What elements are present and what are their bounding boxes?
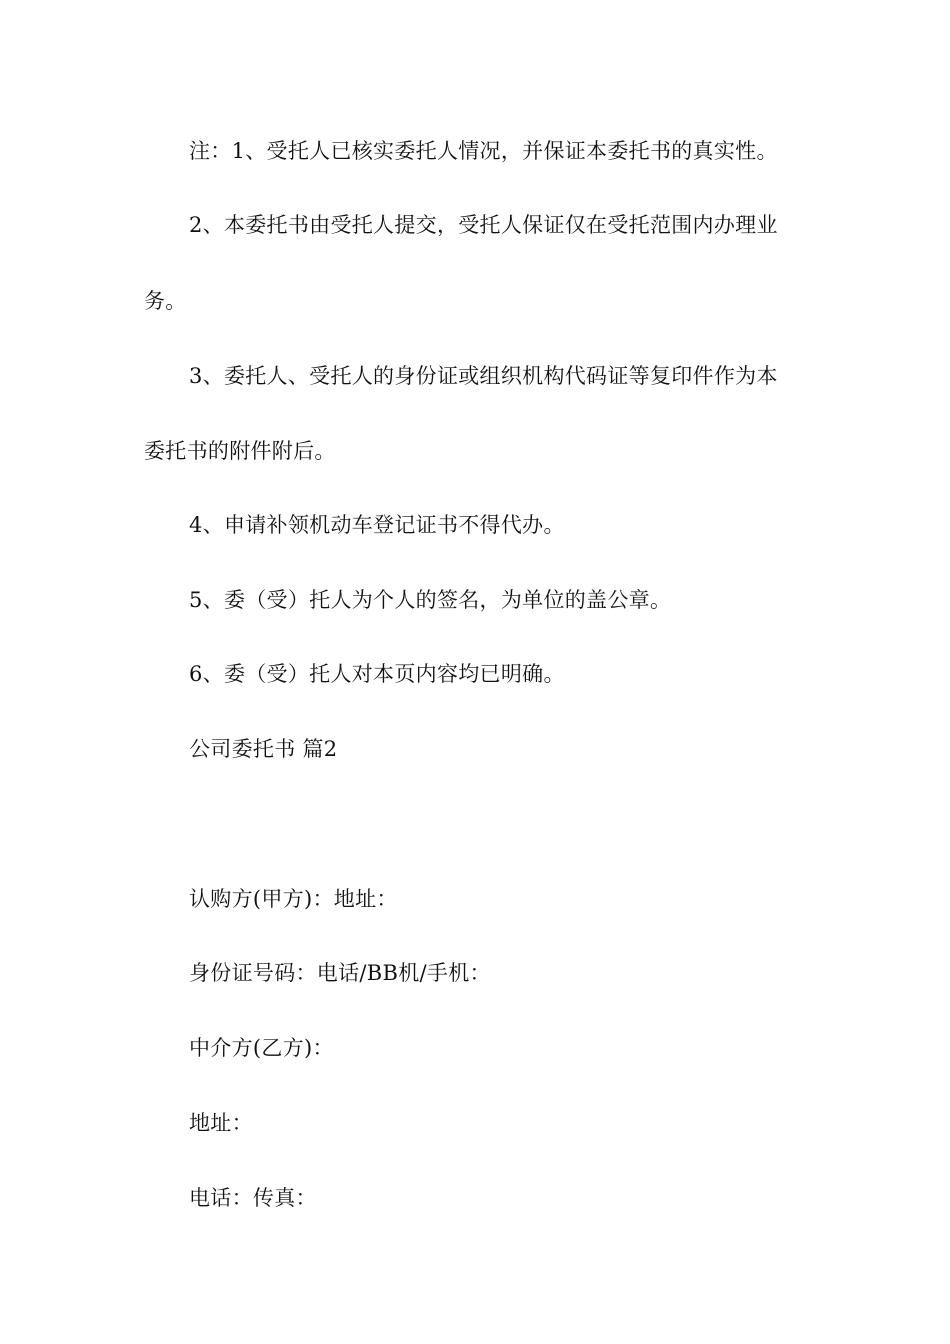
note-item-2-continued: 务。	[144, 289, 187, 313]
note-item-5: 5、委（受）托人为个人的签名，为单位的盖公章。	[189, 588, 672, 612]
note-item-6: 6、委（受）托人对本页内容均已明确。	[189, 662, 565, 686]
section-title: 公司委托书 篇2	[189, 737, 338, 761]
buyer-address-line: 认购方(甲方)：地址：	[189, 887, 398, 911]
agent-address-line: 地址：	[189, 1111, 253, 1135]
note-item-2: 2、本委托书由受托人提交，受托人保证仅在受托范围内办理业	[189, 213, 778, 237]
note-item-4: 4、申请补领机动车登记证书不得代办。	[189, 513, 565, 537]
agent-phone-fax-line: 电话：传真：	[189, 1186, 317, 1210]
note-item-1: 注：1、受托人已核实委托人情况，并保证本委托书的真实性。	[189, 139, 778, 163]
note-item-3-continued: 委托书的附件附后。	[144, 439, 336, 463]
id-phone-line: 身份证号码：电话/BB机/手机：	[189, 961, 491, 985]
agent-party-line: 中介方(乙方)：	[189, 1036, 334, 1060]
note-item-3: 3、委托人、受托人的身份证或组织机构代码证等复印件作为本	[189, 364, 778, 388]
